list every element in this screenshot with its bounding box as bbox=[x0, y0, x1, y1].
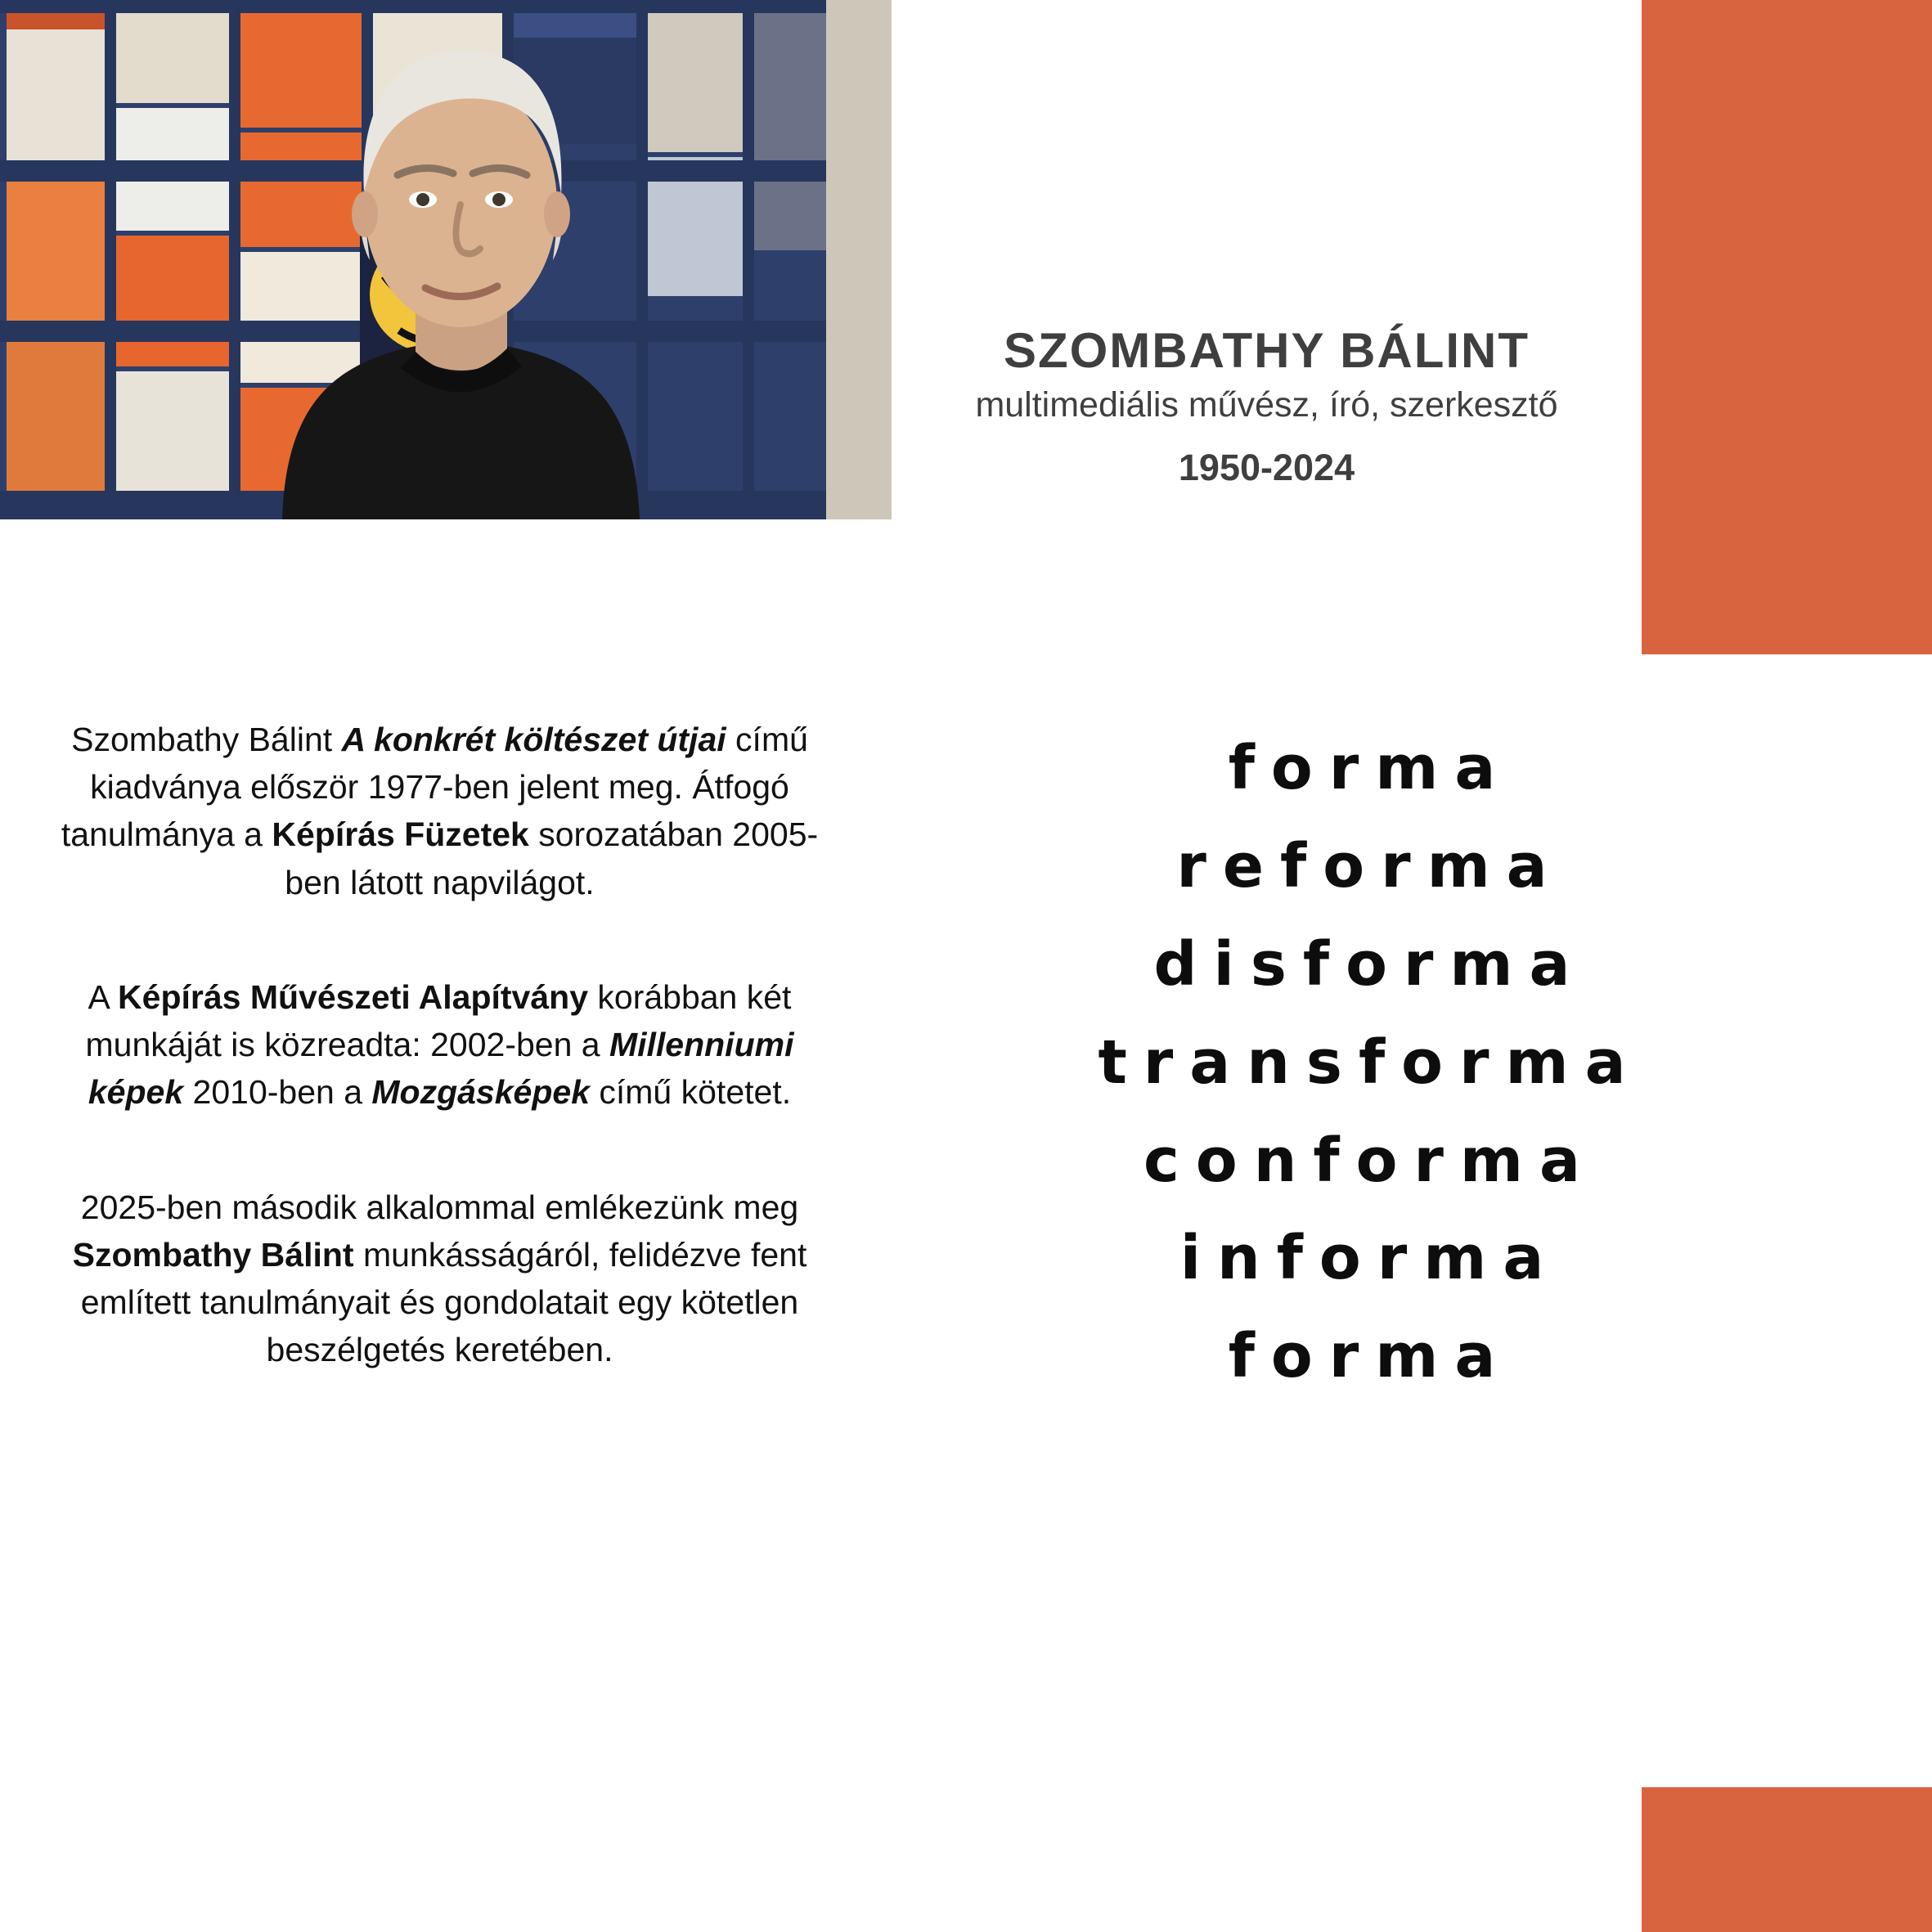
paragraph-2: A Képírás Művészeti Alapítvány korábban két munkáját is közreadta: 2002-ben a Millenniumi képek 2010-ben a Mozgásképek című kötetet. bbox=[85, 977, 794, 1112]
decorative-orange-block-bottom bbox=[1642, 1787, 1932, 1932]
subtitle-role: multimediális művész, író, szerkesztő bbox=[975, 385, 1558, 425]
poem-line-4: transforma bbox=[1098, 1027, 1642, 1098]
decorative-orange-block-top bbox=[1642, 0, 1932, 654]
page-title: SZOMBATHY BÁLINT bbox=[1003, 323, 1530, 378]
poem-line-3: disforma bbox=[1153, 928, 1587, 1000]
poem-line-2: reforma bbox=[1176, 830, 1564, 901]
poem-line-1: forma bbox=[1228, 733, 1512, 803]
paragraph-3: 2025-ben második alkalommal emlékezünk meg Szombathy Bálint munkásságáról, felidézve fent említett tanulmányait és gondolatait egy kötetlen beszélgetés keretében. bbox=[72, 1188, 807, 1369]
poem-line-6: informa bbox=[1179, 1223, 1561, 1294]
lifespan-years: 1950-2024 bbox=[1178, 447, 1355, 489]
portrait-photo bbox=[0, 0, 892, 519]
poem-line-5: conforma bbox=[1143, 1125, 1597, 1196]
poem-line-7: forma bbox=[1228, 1321, 1512, 1392]
description-column bbox=[49, 716, 830, 1373]
paragraph-1: Szombathy Bálint A konkrét költészet útjai című kiadványa először 1977-ben jelent meg. Átfogó tanulmánya a Képírás Füzetek sorozatában 2005-ben látott napvilágot. bbox=[61, 721, 819, 901]
title-block bbox=[892, 323, 1642, 489]
portrait-illustration bbox=[0, 0, 892, 519]
concrete-poem bbox=[879, 720, 1861, 1406]
